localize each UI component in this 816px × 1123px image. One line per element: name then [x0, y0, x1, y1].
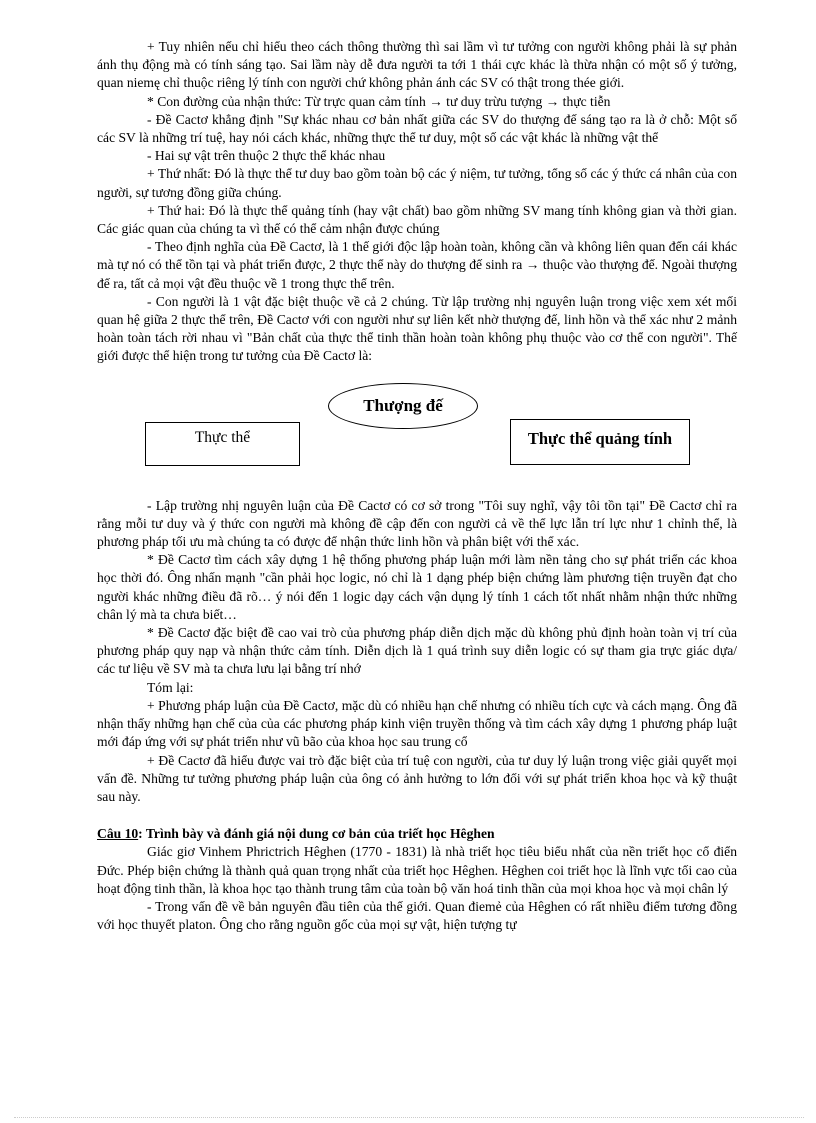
question-title: : Trình bày và đánh giá nội dung cơ bản của triết học Hêghen: [138, 826, 495, 842]
diagram-node-extended-substance: Thực thể quảng tính: [510, 419, 690, 465]
paragraph: - Trong vấn đề về bản nguyên đầu tiên của thế giới. Quan điemẻ của Hêghen có rất nhiều điểm tương đồng với học thuyết platon. Ông cho rằng nguồn gốc của mọi sự vật, hiện tượng tự: [97, 898, 737, 933]
paragraph: - Đề Cactơ khẳng định "Sự khác nhau cơ bản nhất giữa các SV do thượng đế sáng tạo ra là ở chỗ: Một số các SV là những trí tuệ, hay nói cách khác, những thực thể tư duy, một số các vật khác là những vật thể: [97, 111, 737, 146]
paragraph: * Con đường của nhận thức: Từ trực quan cảm tính → tư duy trừu tượng → thực tiễn: [147, 93, 611, 109]
diagram-node-thinking-substance: Thực thể: [145, 422, 300, 466]
paragraph: - Theo định nghĩa của Đề Cactơ, là 1 thế giới độc lập hoàn toàn, không cần và không liên quan đến cái khác mà tự nó có thể tồn tại và phát triển được, 2 thực thể này do thượng đế sinh ra → thuộc vào thượng đế. Ngoài thượng đế ra, tất cả mọi vật đều thuộc về 1 trong thực thể trên.: [97, 239, 737, 291]
question-heading: [97, 825, 737, 843]
paragraph: - Lập trường nhị nguyên luận của Đề Cactơ có cơ sở trong "Tôi suy nghĩ, vậy tôi tồn tại" Đề Cactơ chỉ ra rằng mỗi tư duy và ý thức con người mà không đề cập đến con người cả về thể lực lẫn trí lực như 1 chỉnh thể, là phương pháp tối ưu mà chúng ta có được để nhận thức linh hồn và phân biệt với thể xác.: [97, 497, 737, 550]
page-bottom-divider: [14, 1117, 804, 1118]
question-label: Câu 10: [97, 826, 139, 842]
paragraph: + Thứ hai: Đó là thực thể quảng tính (hay vật chất) bao gồm những SV mang tính không gian và thời gian. Các giác quan của chúng ta vì thế có thể cảm nhận được chúng: [97, 202, 737, 237]
paragraph: - Hai sự vật trên thuộc 2 thực thể khác nhau: [147, 148, 386, 164]
paragraph: + Đề Cactơ đã hiểu được vai trò đặc biệt của trí tuệ con người, của tư duy lý luận trong việc giải quyết mọi vấn đề. Những tư tưởng phương pháp luận của ông có ảnh hưởng to lớn đối với sự phát triển khoa học và kỹ thuật sau này.: [97, 752, 737, 804]
paragraph: * Đề Cactơ đặc biệt đề cao vai trò của phương pháp diễn dịch mặc dù không phủ định hoàn toàn vị trí của phương pháp quy nạp và nhận thức cảm tính. Diễn dịch là 1 quá trình suy diễn logic có sự tham gia trực giác dựa/ các tư liệu về SV mà ta chưa lưu lại bằng trí nhớ: [97, 625, 737, 677]
paragraph: + Tuy nhiên nếu chỉ hiểu theo cách thông thường thì sai lầm vì tư tưởng con người không phải là sự phản ánh thụ động mà có tính sáng tạo. Sai lầm này dễ đưa người ta tới 1 thái cực khác là thừa nhận có một số ý tưởng, quan niemę chỉ thuộc riêng lý tính con người chứ không phản ánh các SV có thật trong thée giới.: [97, 39, 737, 91]
paragraph: - Con người là 1 vật đặc biệt thuộc về cả 2 chúng. Từ lập trường nhị nguyên luận trong việc xem xét mối quan hệ giữa 2 thực thể trên, Đề Cactơ với con người như sự liên kết nhờ thượng đế, linh hồn và thể xác như 2 mảnh hoàn toàn tách rời nhau vì "Bản chất của thực thể tinh thần hoàn toàn không phụ thuộc vào cơ thể con người". Thế giới được thể hiện trong tư tưởng của Đề Cactơ là:: [97, 293, 737, 364]
diagram-node-god: Thượng đế: [328, 383, 478, 429]
paragraph: + Thứ nhất: Đó là thực thể tư duy bao gồm toàn bộ các ý niệm, tư tưởng, tổng số các ý thức cá nhân của con người, sự tương đồng giữa chúng.: [97, 166, 737, 200]
paragraph: Tóm lại:: [147, 679, 194, 695]
document-page: [97, 38, 737, 934]
paragraph: * Đề Cactơ tìm cách xây dựng 1 hệ thống phương pháp luận mới làm nền tảng cho sự phát triển các khoa học thời đó. Ông nhấn mạnh "cần phải học logic, nó chỉ là 1 dạng phép biện chứng làm phương tiện truyền đạt cho người khác những điều đã rõ… ý nói đến 1 logic dạy cách vận dụng lý tính 1 cách tốt nhất nhằm nhận thức những chân lý mà ta chưa biết…: [97, 552, 737, 622]
substance-diagram: [97, 377, 737, 497]
paragraph: + Phương pháp luận của Đề Cactơ, mặc dù có nhiều hạn chế nhưng có nhiều tích cực và cách mạng. Ông đã nhận thấy những hạn chế của của các phương pháp kinh viện truyền thống và tìm cách xây dựng 1 phương pháp luật mới đáp ứng với sự phát triển như vũ bão của khoa học sau trung cổ: [97, 697, 737, 750]
paragraph: Giác giơ Vinhem Phrictrich Hêghen (1770 - 1831) là nhà triết học tiêu biểu nhất của nền triết học cổ điển Đức. Phép biện chứng là thành quả quan trọng nhất của triết học Hêghen. Hêghen coi triết học là lĩnh vực tối cao của hoạt động tinh thần, là khoa học tạo thành trung tâm của toàn bộ văn hoá tinh thần của mọi khoa học và mọi chân lý: [97, 844, 737, 896]
